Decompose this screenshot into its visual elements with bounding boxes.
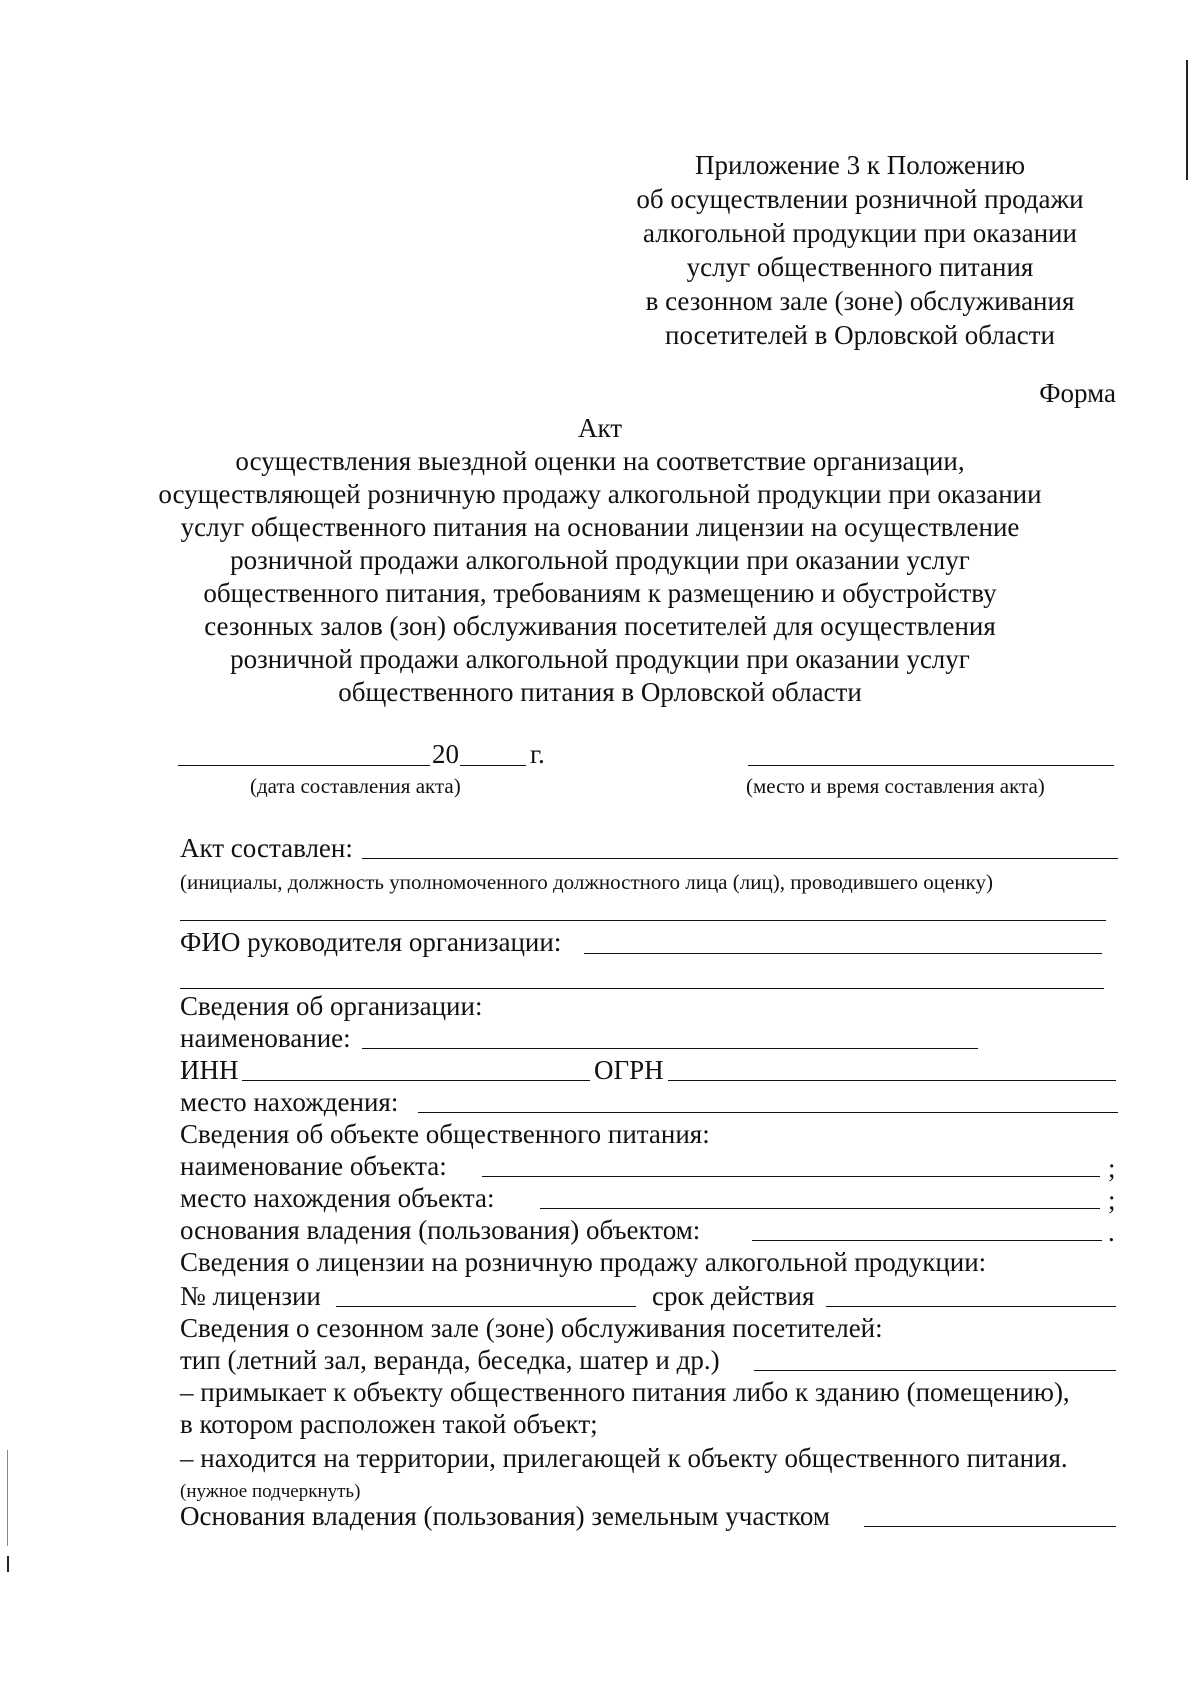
director-field[interactable] bbox=[584, 953, 1102, 954]
ogrn-field[interactable] bbox=[668, 1080, 1116, 1081]
date-year-field[interactable] bbox=[460, 765, 526, 766]
facility-name-field[interactable] bbox=[482, 1176, 1100, 1177]
scan-edge-mark bbox=[7, 1450, 8, 1546]
year-suffix: г. bbox=[530, 739, 545, 769]
act-title-line: осуществления выездной оценки на соответствие организации, bbox=[235, 446, 965, 476]
org-location-label: место нахождения: bbox=[180, 1087, 399, 1117]
date-day-month-field[interactable] bbox=[178, 765, 430, 766]
act-title-line: сезонных залов (зон) обслуживания посетителей для осуществления bbox=[204, 611, 996, 641]
act-title-line: розничной продажи алкогольной продукции при оказании услуг bbox=[230, 644, 970, 674]
act-title-line: осуществляющей розничную продажу алкогольной продукции при оказании bbox=[158, 479, 1042, 509]
org-name-field[interactable] bbox=[362, 1048, 978, 1049]
seasonal-type-field[interactable] bbox=[754, 1370, 1116, 1371]
act-title-line: общественного питания в Орловской области bbox=[338, 677, 862, 707]
seasonal-section: Сведения о сезонном зале (зоне) обслуживания посетителей: bbox=[180, 1313, 883, 1343]
organization-section: Сведения об организации: bbox=[180, 991, 483, 1021]
appendix-line: алкогольной продукции при оказании bbox=[643, 218, 1077, 248]
compiled-label: Акт составлен: bbox=[180, 833, 353, 863]
place-time-field[interactable] bbox=[748, 765, 1114, 766]
appendix-line: в сезонном зале (зоне) обслуживания bbox=[645, 286, 1075, 316]
act-heading: Акт bbox=[577, 413, 623, 443]
facility-ownership-end: . bbox=[1108, 1217, 1115, 1247]
compiled-extra-line[interactable] bbox=[180, 920, 1106, 921]
facility-section: Сведения об объекте общественного питания: bbox=[180, 1119, 710, 1149]
facility-ownership-label: основания владения (пользования) объектом: bbox=[180, 1215, 701, 1245]
seasonal-type-label: тип (летний зал, веранда, беседка, шатер и др.) bbox=[180, 1345, 720, 1375]
license-validity-field[interactable] bbox=[826, 1306, 1116, 1307]
place-caption: (место и время составления акта) bbox=[746, 774, 1045, 798]
act-title-line: общественного питания, требованиям к размещению и обустройству bbox=[203, 578, 997, 608]
seasonal-option-territory[interactable]: – находится на территории, прилегающей к объекту общественного питания. bbox=[180, 1443, 1068, 1473]
act-title bbox=[150, 412, 1050, 709]
underline-note: (нужное подчеркнуть) bbox=[180, 1481, 361, 1502]
act-title-line: розничной продажи алкогольной продукции при оказании услуг bbox=[230, 545, 970, 575]
form-label: Форма bbox=[1039, 378, 1116, 408]
appendix-line: услуг общественного питания bbox=[686, 252, 1034, 282]
seasonal-option-adjoins-cont[interactable]: в котором расположен такой объект; bbox=[180, 1409, 598, 1439]
appendix-reference bbox=[620, 148, 1100, 352]
appendix-line: посетителей в Орловской области bbox=[665, 320, 1055, 350]
inn-field[interactable] bbox=[242, 1080, 590, 1081]
appendix-line: об осуществлении розничной продажи bbox=[636, 184, 1084, 214]
facility-location-label: место нахождения объекта: bbox=[180, 1183, 495, 1213]
compiled-caption: (инициалы, должность уполномоченного должностного лица (лиц), проводившего оценку) bbox=[180, 870, 993, 894]
land-ownership-field[interactable] bbox=[864, 1526, 1116, 1527]
year-prefix: 20 bbox=[432, 739, 459, 769]
act-title-line: услуг общественного питания на основании лицензии на осуществление bbox=[180, 512, 1020, 542]
appendix-line: Приложение 3 к Положению bbox=[694, 150, 1026, 180]
facility-name-label: наименование объекта: bbox=[180, 1151, 447, 1181]
director-extra-line[interactable] bbox=[180, 988, 1104, 989]
license-section: Сведения о лицензии на розничную продажу алкогольной продукции: bbox=[180, 1247, 987, 1277]
director-label: ФИО руководителя организации: bbox=[180, 927, 562, 957]
org-name-label: наименование: bbox=[180, 1023, 351, 1053]
license-number-field[interactable] bbox=[336, 1306, 636, 1307]
ogrn-label: ОГРН bbox=[594, 1055, 664, 1085]
license-number-label: № лицензии bbox=[180, 1281, 321, 1311]
compiled-by-field[interactable] bbox=[362, 858, 1118, 859]
seasonal-option-adjoins[interactable]: – примыкает к объекту общественного питания либо к зданию (помещению), bbox=[180, 1377, 1070, 1407]
scan-edge-mark bbox=[1186, 60, 1188, 180]
facility-location-end: ; bbox=[1108, 1185, 1116, 1215]
date-caption: (дата составления акта) bbox=[250, 774, 461, 798]
land-ownership-label: Основания владения (пользования) земельным участком bbox=[180, 1501, 830, 1531]
org-location-field[interactable] bbox=[418, 1112, 1118, 1113]
inn-label: ИНН bbox=[180, 1055, 239, 1085]
facility-location-field[interactable] bbox=[540, 1208, 1100, 1209]
facility-name-end: ; bbox=[1108, 1153, 1116, 1183]
license-validity-label: срок действия bbox=[652, 1281, 815, 1311]
scan-edge-mark bbox=[7, 1556, 9, 1572]
facility-ownership-field[interactable] bbox=[752, 1240, 1102, 1241]
